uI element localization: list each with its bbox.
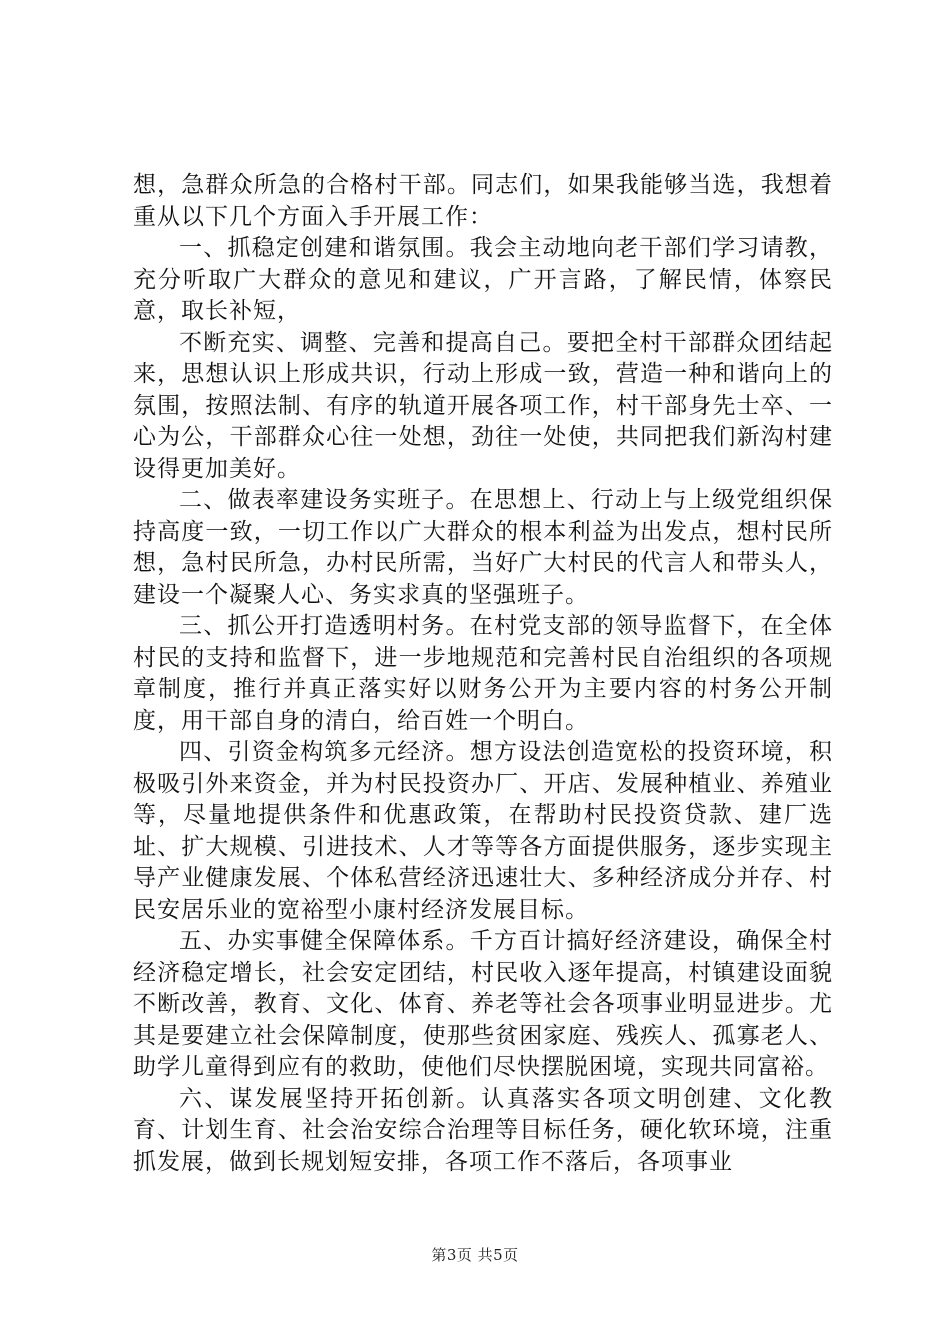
paragraph: 想，急群众所急的合格村干部。同志们，如果我能够当选，我想着重从以下几个方面入手开展工作：	[133, 172, 833, 230]
paragraph: 不断充实、调整、完善和提高自己。要把全村干部群众团结起来，思想认识上形成共识，行动上形成一致，营造一种和谐向上的氛围，按照法制、有序的轨道开展各项工作，村干部身先士卒、一心为公，干部群众心往一处想，劲往一处使，共同把我们新沟村建设得更加美好。	[133, 329, 833, 482]
paragraph: 五、办实事健全保障体系。千方百计搞好经济建设，确保全村经济稳定增长，社会安定团结，村民收入逐年提高，村镇建设面貌不断改善，教育、文化、体育、养老等社会各项事业明显进步。尤其是要建立社会保障制度，使那些贫困家庭、残疾人、孤寡老人、助学儿童得到应有的救助，使他们尽快摆脱困境，实现共同富裕。	[133, 928, 833, 1080]
page-number: 第3页 共5页	[431, 1246, 519, 1264]
paragraph: 六、谋发展坚持开拓创新。认真落实各项文明创建、文化教育、计划生育、社会治安综合治理等目标任务，硬化软环境，注重抓发展，做到长规划短安排，各项工作不落后，各项事业	[133, 1085, 833, 1175]
paragraph: 一、抓稳定创建和谐氛围。我会主动地向老干部们学习请教，充分听取广大群众的意见和建议，广开言路，了解民情，体察民意，取长补短，	[133, 235, 833, 324]
paragraph: 三、抓公开打造透明村务。在村党支部的领导监督下，在全体村民的支持和监督下，进一步地规范和完善村民自治组织的各项规章制度，推行并真正落实好以财务公开为主要内容的村务公开制度，用干部自身的清白，给百姓一个明白。	[133, 613, 833, 734]
document-body	[133, 170, 833, 1178]
paragraph: 二、做表率建设务实班子。在思想上、行动上与上级党组织保持高度一致，一切工作以广大群众的根本利益为出发点，想村民所想，急村民所急，办村民所需，当好广大村民的代言人和带头人，建设一个凝聚人心、务实求真的坚强班子。	[133, 487, 833, 608]
paragraph: 四、引资金构筑多元经济。想方设法创造宽松的投资环境，积极吸引外来资金，并为村民投资办厂、开店、发展种植业、养殖业等，尽量地提供条件和优惠政策，在帮助村民投资贷款、建厂选址、扩大规模、引进技术、人才等等各方面提供服务，逐步实现主导产业健康发展、个体私营经济迅速壮大、多种经济成分并存、村民安居乐业的宽裕型小康村经济发展目标。	[133, 739, 833, 923]
